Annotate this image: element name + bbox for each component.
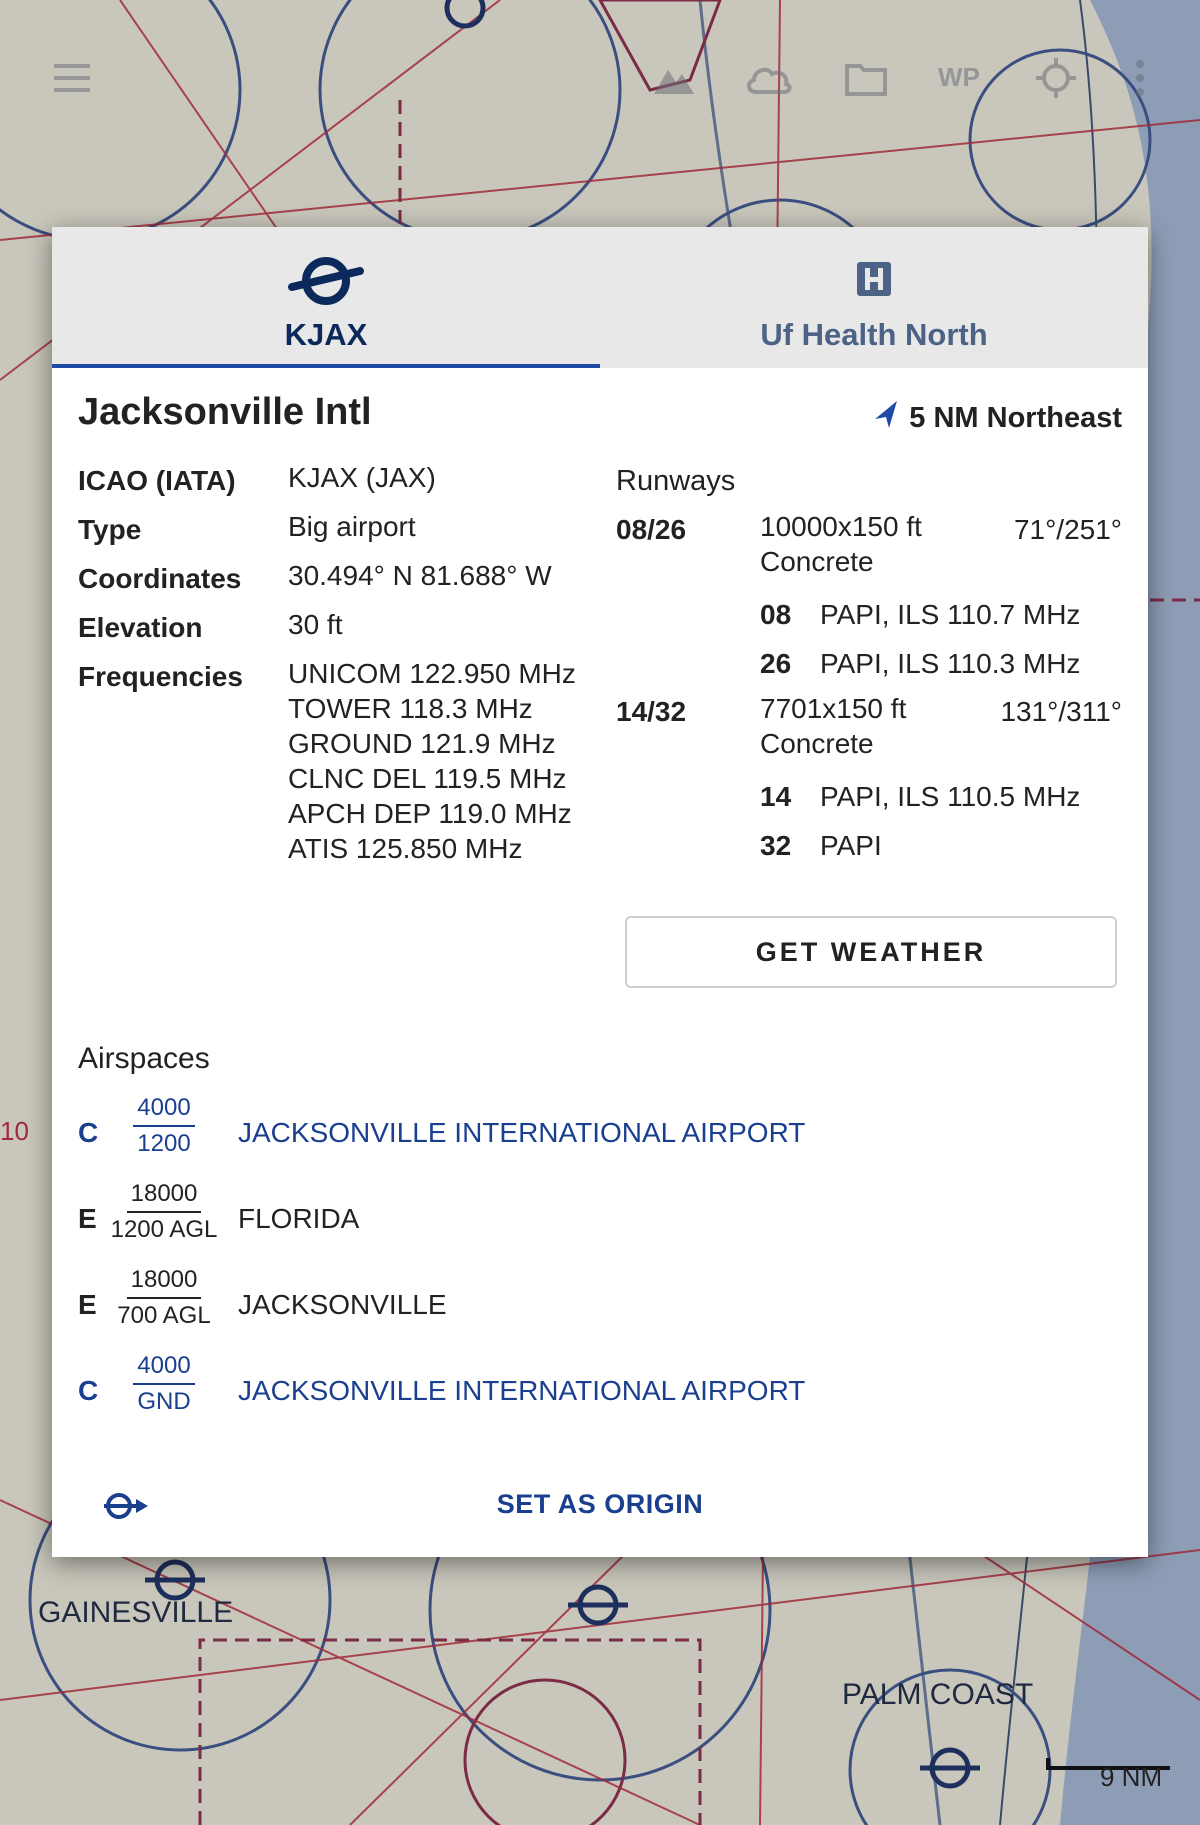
airspace-row[interactable] [52,1265,1148,1345]
cloud-icon[interactable] [744,58,794,102]
runway-id: 08/26 [616,514,687,545]
frequency-item: ATIS 125.850 MHz [288,833,523,864]
airspace-class: E [78,1289,97,1320]
tab-kjax-label: KJAX [284,317,368,352]
runway-surface: Concrete [760,728,874,759]
airspace-lower: GND [137,1388,191,1415]
terrain-icon[interactable] [652,58,696,102]
airspace-lower: 1200 AGL [110,1216,218,1243]
runway-end-aids: PAPI [820,830,882,861]
runway-id: 14/32 [616,696,687,727]
frequency-item: APCH DEP 119.0 MHz [288,798,572,829]
more-options-icon[interactable] [1132,58,1148,102]
runway-end-id: 14 [760,781,792,812]
airspace-altitude [104,1351,224,1419]
airspace-lower: 700 AGL [117,1302,211,1329]
active-tab-indicator [52,364,600,368]
airspace-altitude [104,1179,224,1247]
get-weather-button[interactable]: GET WEATHER [625,916,1117,988]
airport-icon [52,247,600,311]
frequency-item: CLNC DEL 119.5 MHz [288,763,567,794]
airspace-class: E [78,1203,97,1234]
menu-icon[interactable] [52,58,92,102]
airspace-name: JACKSONVILLE INTERNATIONAL AIRPORT [238,1117,806,1148]
map-label-altitude: 10 [0,1116,29,1146]
tab-uf-health-north[interactable] [600,227,1148,368]
runway-end-aids: PAPI, ILS 110.3 MHz [820,648,1081,679]
map-label-palm-coast: PALM COAST [842,1678,1034,1711]
frequency-item: UNICOM 122.950 MHz [288,658,576,689]
airspace-upper: 18000 [127,1179,202,1213]
airspace-name: JACKSONVILLE [238,1289,447,1320]
icao-value: KJAX (JAX) [288,462,436,493]
tab-uf-health-north-label: Uf Health North [760,317,988,352]
airspace-lower: 1200 [137,1130,191,1157]
airspace-upper: 4000 [133,1093,194,1127]
airspace-row[interactable] [52,1351,1148,1431]
runway-end-id: 08 [760,599,792,630]
runway-dimensions [760,691,906,761]
locate-icon[interactable] [1036,58,1076,102]
airspace-upper: 18000 [127,1265,202,1299]
frequencies-list [288,656,588,866]
bearing-arrow-icon [873,399,899,437]
coordinates-value: 30.494° N 81.688° W [288,560,552,591]
departure-icon[interactable] [102,1489,150,1528]
airspace-class: C [78,1117,99,1148]
runway-end-aids: PAPI, ILS 110.5 MHz [820,781,1081,812]
runway-heading: 71°/251° [1013,514,1122,545]
airspace-name: FLORIDA [238,1203,360,1234]
runway-end-aids: PAPI, ILS 110.7 MHz [820,599,1081,630]
coordinates-label: Coordinates [78,563,242,594]
airport-name: Jacksonville Intl [78,391,372,433]
map-label-gainesville: GAINESVILLE [38,1596,234,1629]
airspaces-heading: Airspaces [78,1042,210,1075]
runway-dimensions [760,509,922,579]
set-as-origin-button[interactable]: SET AS ORIGIN [496,1489,704,1519]
dialog-tabs [52,227,1148,368]
airspace-name: JACKSONVILLE INTERNATIONAL AIRPORT [238,1375,806,1406]
runways-heading: Runways [616,465,736,497]
airspace-row[interactable] [52,1179,1148,1259]
type-label: Type [78,514,142,545]
runway-surface: Concrete [760,546,874,577]
airspace-class: C [78,1375,99,1406]
elevation-value: 30 ft [288,609,343,640]
elevation-label: Elevation [78,612,203,643]
runway-end-id: 32 [760,830,792,861]
frequency-item: GROUND 121.9 MHz [288,728,556,759]
airspace-altitude [104,1093,224,1161]
distance-text: 5 NM Northeast [909,401,1122,434]
waypoint-button[interactable]: WP [938,62,980,92]
distance-bearing [873,399,1122,437]
map-toolbar [0,40,1200,120]
runway-size: 7701x150 ft [760,693,907,724]
runway-size: 10000x150 ft [760,511,922,542]
folder-icon[interactable] [844,58,888,102]
type-value: Big airport [288,511,416,542]
frequencies-label: Frequencies [78,661,243,692]
heliport-icon [600,247,1148,311]
airspace-altitude [104,1265,224,1333]
airspace-row[interactable] [52,1093,1148,1173]
icao-label: ICAO (IATA) [78,465,236,496]
tab-kjax[interactable] [52,227,600,368]
frequency-item: TOWER 118.3 MHz [288,693,533,724]
runway-heading: 131°/311° [1000,696,1122,727]
map-scale-label: 9 NM [1100,1762,1163,1792]
airport-info-dialog [52,227,1148,1557]
airspace-upper: 4000 [133,1351,194,1385]
runway-end-id: 26 [760,648,792,679]
